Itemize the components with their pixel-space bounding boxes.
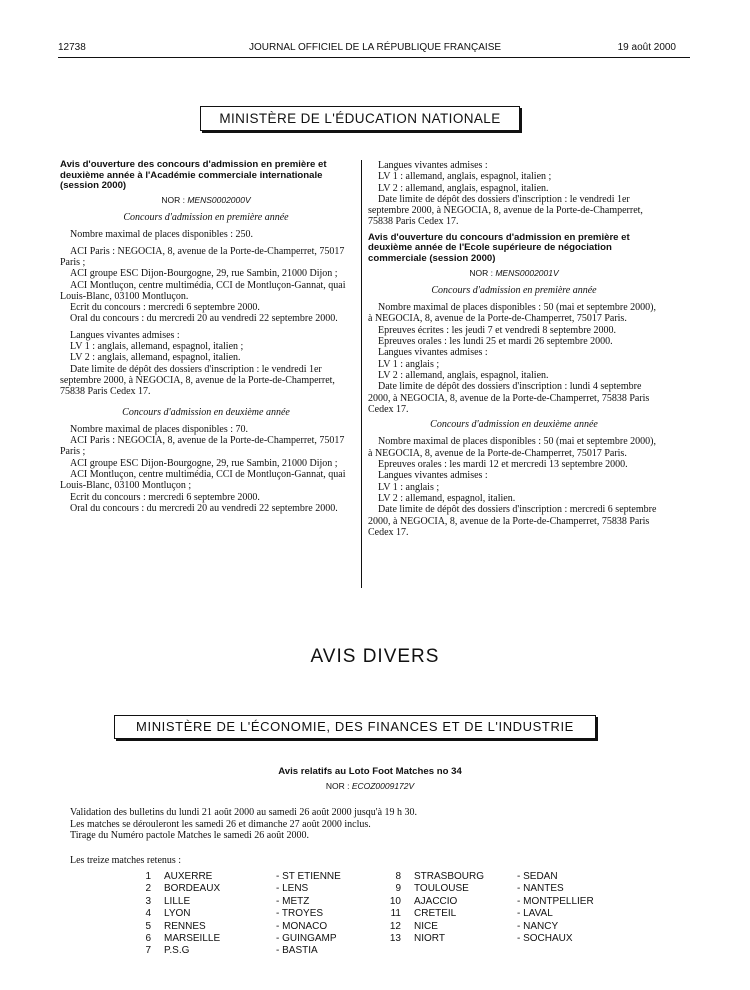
away-team: - MONACO	[276, 920, 328, 932]
away-team: - ST ETIENNE	[276, 871, 341, 882]
match-number: 11	[390, 908, 401, 920]
paragraph: Nombre maximal de places disponibles : 250.	[70, 229, 254, 241]
away-team: - NANCY	[517, 920, 559, 932]
away-team: - TROYES	[276, 908, 324, 920]
paragraph: LV 2 : allemand, anglais, espagnol, italien.	[378, 369, 549, 381]
paragraph: ACI Montluçon, centre multimédia, CCI de Montluçon-Gannat, quai Louis-Blanc, 03100 Montluçon ;	[60, 469, 346, 492]
nor-reference: NOR : MENS0002000V	[161, 194, 251, 205]
column-divider	[361, 160, 362, 588]
ministry-box-education: MINISTÈRE DE L'ÉDUCATION NATIONALE	[200, 106, 520, 131]
paragraph: Date limite de dépôt des dossiers d'inscription : le vendredi 1er septembre 2000, à NEGOCIA, 8, avenue de la Porte-de-Champerret, 75838 Paris Cedex 17.	[60, 363, 335, 398]
home-team: RENNES	[164, 920, 206, 932]
away-team: - MONTPELLIER	[517, 895, 594, 907]
home-team: P.S.G	[164, 945, 190, 957]
paragraph: Ecrit du concours : mercredi 6 septembre 2000.	[70, 302, 260, 314]
match-number: 4	[145, 908, 151, 920]
home-team: CRETEIL	[414, 908, 457, 920]
paragraph: LV 1 : anglais, allemand, espagnol, italien ;	[70, 341, 244, 353]
match-row	[365, 921, 607, 933]
home-team: BORDEAUX	[164, 883, 221, 895]
match-row	[115, 933, 356, 945]
paragraph: Epreuves écrites : les jeudi 7 et vendredi 8 septembre 2000.	[378, 324, 616, 336]
home-team: AJACCIO	[414, 895, 458, 907]
left-column	[60, 160, 352, 514]
notice-title-aci: Avis d'ouverture des concours d'admission en première et deuxième année à l'Académie commerciale internationale (session 2000)	[60, 159, 327, 192]
section-heading-first-year: Concours d'admission en première année	[123, 212, 289, 224]
home-team: AUXERRE	[164, 871, 213, 882]
away-team: - LAVAL	[517, 908, 553, 920]
match-row	[365, 933, 607, 945]
paragraph: Nombre maximal de places disponibles : 50 (mai et septembre 2000), à NEGOCIA, 8, avenue de la Porte-de-Champerret, 75017 Paris.	[368, 436, 656, 459]
notice-title-esnc: Avis d'ouverture du concours d'admission en première et deuxième année de l'Ecole supérieure de négociation commerciale (session 2000)	[368, 231, 630, 264]
match-number: 2	[145, 883, 151, 895]
home-team: TOULOUSE	[414, 883, 469, 895]
home-team: NIORT	[414, 933, 445, 945]
paragraph: LV 2 : allemand, espagnol, italien.	[378, 492, 516, 504]
paragraph: Langues vivantes admises :	[378, 160, 488, 171]
match-row	[365, 908, 607, 920]
away-team: - LENS	[276, 883, 309, 895]
away-team: - BASTIA	[276, 945, 318, 957]
header-rule	[58, 57, 690, 58]
section-title-avis-divers: AVIS DIVERS	[310, 646, 440, 667]
journal-title: JOURNAL OFFICIEL DE LA RÉPUBLIQUE FRANÇAISE	[248, 42, 502, 53]
match-row	[365, 883, 607, 895]
home-team: LYON	[164, 908, 191, 920]
paragraph: Ecrit du concours : mercredi 6 septembre 2000.	[70, 491, 260, 503]
away-team: - NANTES	[517, 883, 564, 895]
match-number: 9	[395, 883, 401, 895]
section-heading-second-year: Concours d'admission en deuxième année	[122, 406, 290, 418]
away-team: - METZ	[276, 895, 310, 907]
paragraph: ACI Montluçon, centre multimédia, CCI de Montluçon-Gannat, quai Louis-Blanc, 03100 Montluçon.	[60, 279, 346, 302]
match-row	[115, 921, 356, 933]
match-row	[115, 945, 356, 957]
match-number: 7	[145, 945, 151, 957]
paragraph: Langues vivantes admises :	[70, 329, 180, 341]
paragraph: LV 1 : anglais ;	[378, 358, 440, 370]
loto-title: Avis relatifs au Loto Foot Matches no 34	[278, 766, 462, 777]
paragraph: ACI Paris : NEGOCIA, 8, avenue de la Porte-de-Champerret, 75017 Paris ;	[60, 435, 345, 458]
match-row	[115, 871, 356, 883]
match-number: 13	[389, 933, 401, 945]
paragraph: Nombre maximal de places disponibles : 50 (mai et septembre 2000), à NEGOCIA, 8, avenue de la Porte-de-Champerret, 75017 Paris.	[368, 302, 656, 325]
home-team: NICE	[414, 920, 438, 932]
paragraph: ACI Paris : NEGOCIA, 8, avenue de la Porte-de-Champerret, 75017 Paris ;	[60, 245, 345, 268]
match-row	[365, 896, 607, 908]
loto-info	[70, 807, 417, 842]
paragraph: ACI groupe ESC Dijon-Bourgogne, 29, rue Sambin, 21000 Dijon ;	[70, 268, 338, 280]
match-number: 5	[145, 920, 151, 932]
nor-reference: NOR : MENS0002001V	[469, 267, 559, 278]
match-row	[365, 871, 607, 883]
section-heading-first-year: Concours d'admission en première année	[431, 284, 597, 296]
paragraph: Oral du concours : du mercredi 20 au vendredi 22 septembre 2000.	[70, 313, 338, 325]
match-number: 8	[395, 871, 401, 882]
match-number: 3	[145, 895, 151, 907]
paragraph: Epreuves orales : les lundi 25 et mardi 26 septembre 2000.	[378, 336, 613, 348]
matches-table-left	[115, 871, 356, 958]
home-team: LILLE	[164, 895, 191, 907]
match-row	[115, 883, 356, 895]
matches-intro: Les treize matches retenus :	[70, 855, 182, 866]
page-number: 12738	[58, 42, 86, 53]
paragraph: Nombre maximal de places disponibles : 70.	[70, 423, 249, 435]
paragraph: Date limite de dépôt des dossiers d'inscription : mercredi 6 septembre 2000, à NEGOCIA, 8, avenue de la Porte-de-Champerret, 75838 Paris Cedex 17.	[368, 504, 657, 538]
paragraph: LV 2 : allemand, anglais, espagnol, italien.	[378, 182, 549, 194]
paragraph: Date limite de dépôt des dossiers d'inscription : le vendredi 1er septembre 2000, à NEGOCIA, 8, avenue de la Porte-de-Champerret, 75838 Paris Cedex 17.	[368, 193, 643, 228]
away-team: - SEDAN	[517, 871, 558, 882]
paragraph: LV 1 : anglais ;	[378, 481, 440, 493]
match-number: 10	[389, 895, 401, 907]
section-heading-second-year: Concours d'admission en deuxième année	[430, 419, 598, 431]
match-number: 6	[145, 933, 151, 945]
issue-date: 19 août 2000	[617, 42, 676, 53]
matches-table-right	[365, 871, 607, 945]
away-team: - GUINGAMP	[276, 933, 337, 945]
loto-line: Tirage du Numéro pactole Matches le samedi 26 août 2000.	[70, 830, 310, 841]
paragraph: Date limite de dépôt des dossiers d'inscription : lundi 4 septembre 2000, à NEGOCIA, 8, avenue de la Porte-de-Champerret, 75838 Paris Cedex 17.	[368, 381, 650, 415]
paragraph: Langues vivantes admises :	[378, 347, 488, 359]
match-number: 1	[145, 871, 151, 882]
match-row	[115, 896, 356, 908]
paragraph: LV 1 : allemand, anglais, espagnol, italien ;	[378, 171, 552, 183]
match-number: 12	[389, 920, 401, 932]
loto-line: Validation des bulletins du lundi 21 août 2000 au samedi 26 août 2000 jusqu'à 19 h 30.	[70, 807, 418, 818]
paragraph: Langues vivantes admises :	[378, 470, 488, 482]
match-row	[115, 908, 356, 920]
nor-reference: NOR : ECOZ0009172V	[325, 781, 415, 791]
paragraph: ACI groupe ESC Dijon-Bourgogne, 29, rue Sambin, 21000 Dijon ;	[70, 457, 338, 469]
paragraph: LV 2 : anglais, allemand, espagnol, italien.	[70, 352, 241, 364]
paragraph: Oral du concours : du mercredi 20 au vendredi 22 septembre 2000.	[70, 502, 338, 514]
paragraph: Epreuves orales : les mardi 12 et mercredi 13 septembre 2000.	[378, 459, 628, 471]
home-team: STRASBOURG	[414, 871, 485, 882]
loto-line: Les matches se dérouleront les samedi 26 et dimanche 27 août 2000 inclus.	[70, 818, 371, 830]
home-team: MARSEILLE	[164, 933, 221, 945]
ministry-box-economy: MINISTÈRE DE L'ÉCONOMIE, DES FINANCES ET DE L'INDUSTRIE	[114, 715, 596, 739]
away-team: - SOCHAUX	[517, 933, 573, 945]
right-column	[368, 160, 660, 538]
